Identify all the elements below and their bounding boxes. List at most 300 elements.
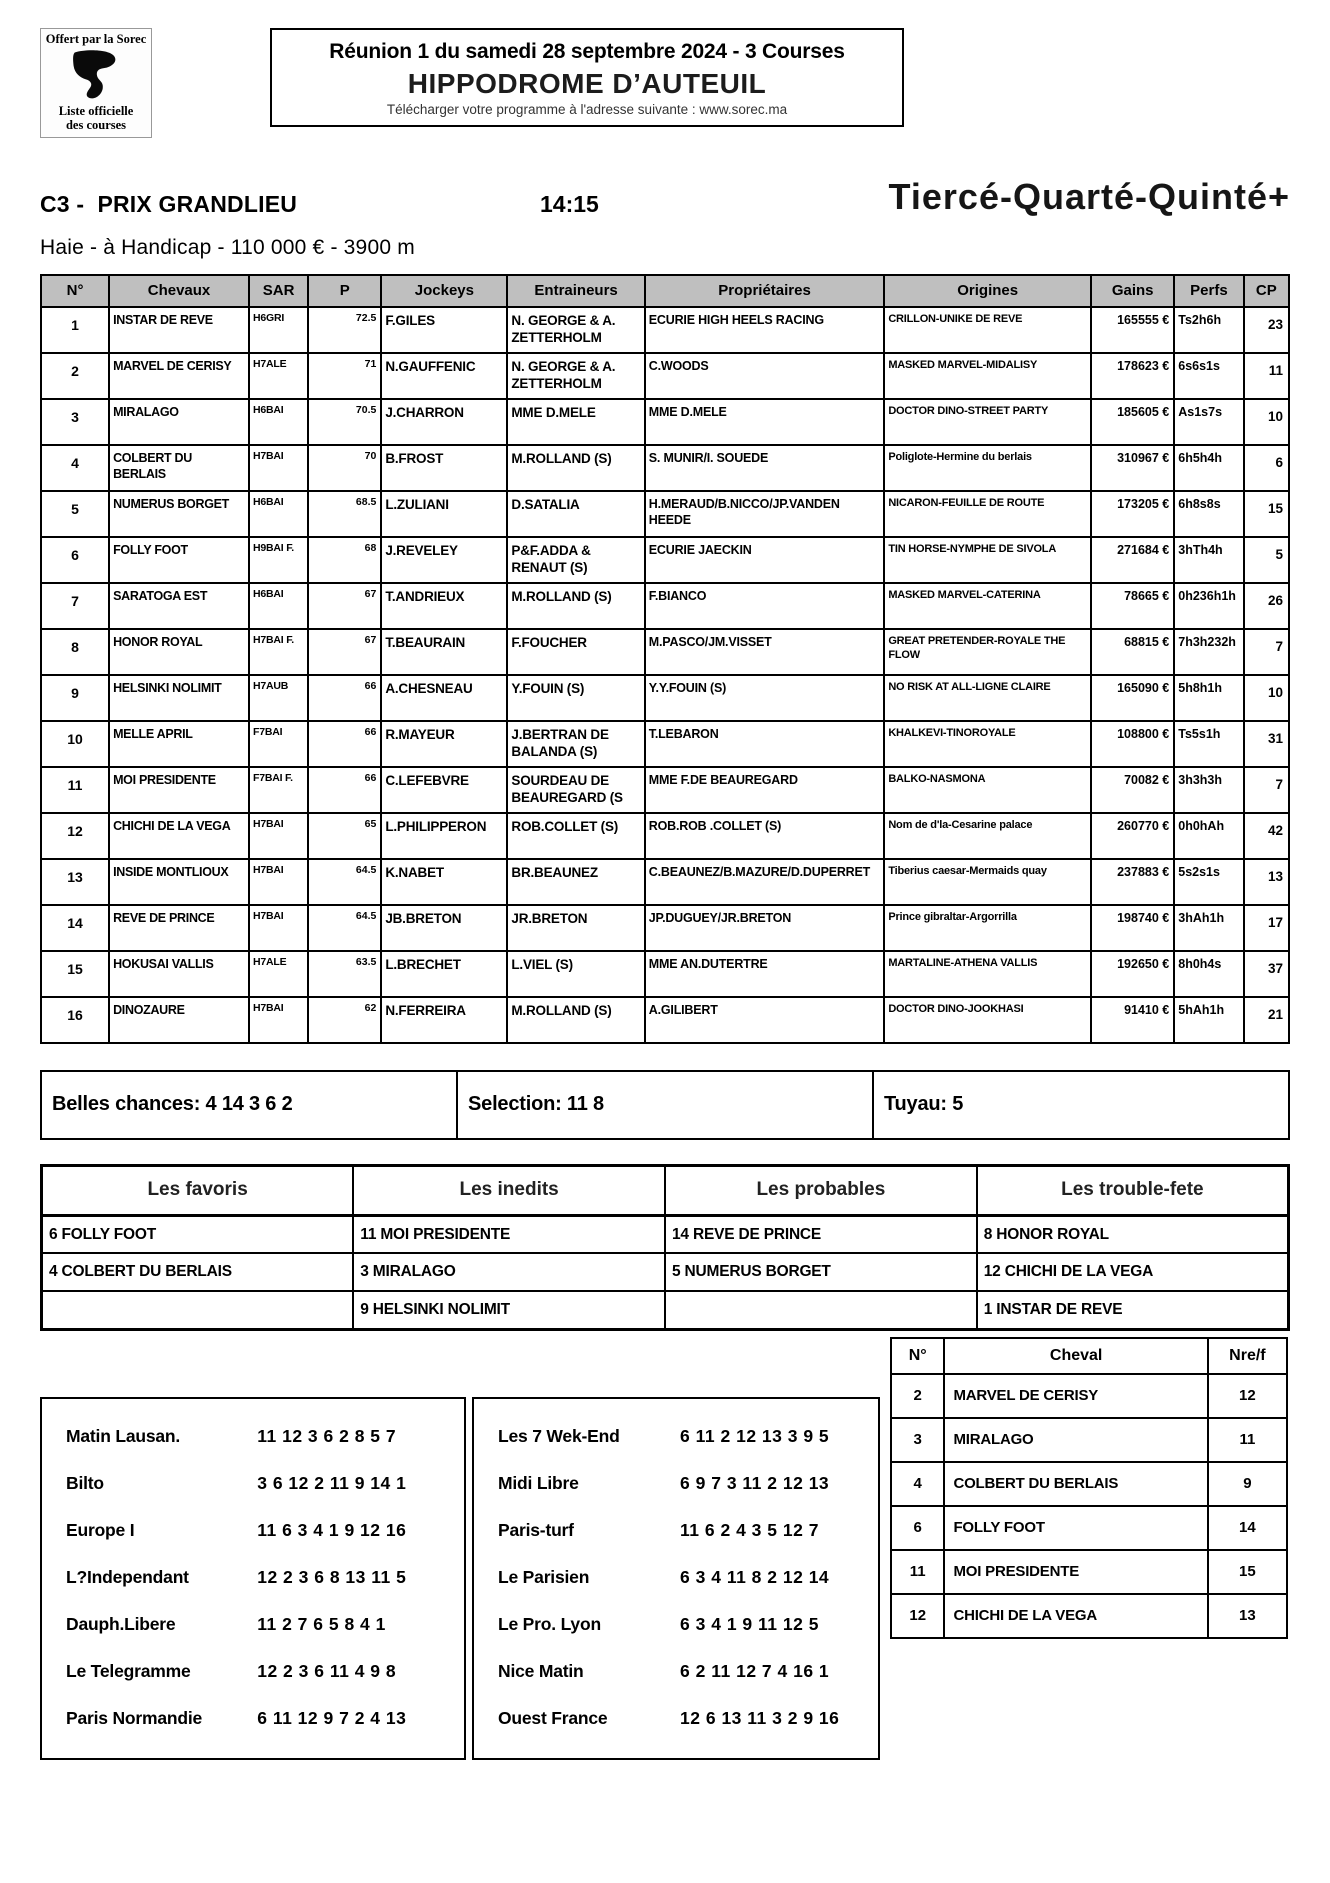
- origins-cell: Tiberius caesar-Mermaids quay: [884, 859, 1091, 905]
- col-header-sar: SAR: [249, 275, 308, 307]
- tuyau: Tuyau: 5: [884, 1093, 964, 1116]
- horse-name-cell: FOLLY FOOT: [109, 537, 249, 583]
- logo-caption-line1: Liste officielle: [58, 104, 134, 118]
- trainer-cell: J.BERTRAN DE BALANDA (S): [507, 721, 644, 767]
- newspaper-name: Les 7 Wek-End: [498, 1425, 620, 1446]
- horse-number-cell: 5: [41, 491, 109, 537]
- tips-header-row: [42, 1165, 1289, 1215]
- owner-cell: JP.DUGUEY/JR.BRETON: [645, 905, 885, 951]
- owner-cell: Y.Y.FOUIN (S): [645, 675, 885, 721]
- cp-cell: 23: [1244, 307, 1289, 353]
- race-conditions: Haie - à Handicap - 110 000 € - 3900 m: [40, 235, 415, 259]
- jockey-cell: N.GAUFFENIC: [381, 353, 507, 399]
- horse-number-cell: 12: [41, 813, 109, 859]
- jockey-cell: JB.BRETON: [381, 905, 507, 951]
- sar-cell: H7BAI: [249, 905, 308, 951]
- newspaper-picks: 6 11 12 9 7 2 4 13: [257, 1707, 407, 1728]
- horse-number-cell: 6: [41, 537, 109, 583]
- horse-number-cell: 9: [41, 675, 109, 721]
- weight-cell: 68.5: [308, 491, 381, 537]
- ref-row: [891, 1418, 1287, 1462]
- cp-cell: 17: [1244, 905, 1289, 951]
- perfs-cell: 3hAh1h: [1174, 905, 1243, 951]
- press-row: [42, 1507, 464, 1554]
- perfs-cell: 8h0h4s: [1174, 951, 1243, 997]
- owner-cell: C.WOODS: [645, 353, 885, 399]
- weight-cell: 67: [308, 629, 381, 675]
- entry-row: [41, 905, 1289, 951]
- trainer-cell: N. GEORGE & A. ZETTERHOLM: [507, 353, 644, 399]
- trainer-cell: N. GEORGE & A. ZETTERHOLM: [507, 307, 644, 353]
- ref-horse-name: MARVEL DE CERISY: [944, 1374, 1207, 1418]
- entries-header-row: [41, 275, 1289, 307]
- weight-cell: 67: [308, 583, 381, 629]
- newspaper-picks: 3 6 12 2 11 9 14 1: [257, 1472, 407, 1493]
- sar-cell: H9BAI F.: [249, 537, 308, 583]
- sorec-logo-box: [40, 28, 152, 138]
- tips-header-inedits: Les inedits: [353, 1165, 665, 1215]
- newspaper-name: Paris-turf: [498, 1519, 574, 1540]
- ref-horse-name: MOI PRESIDENTE: [944, 1550, 1207, 1594]
- weight-cell: 64.5: [308, 905, 381, 951]
- horse-name-cell: REVE DE PRINCE: [109, 905, 249, 951]
- entry-row: [41, 445, 1289, 491]
- entry-row: [41, 997, 1289, 1043]
- newspaper-picks: 6 3 4 11 8 2 12 14: [680, 1566, 830, 1587]
- origins-cell: MASKED MARVEL-MIDALISY: [884, 353, 1091, 399]
- horse-number-cell: 8: [41, 629, 109, 675]
- horse-name-cell: MOI PRESIDENTE: [109, 767, 249, 813]
- origins-cell: DOCTOR DINO-STREET PARTY: [884, 399, 1091, 445]
- entry-row: [41, 583, 1289, 629]
- col-header-gains: Gains: [1091, 275, 1174, 307]
- horse-number-cell: 7: [41, 583, 109, 629]
- press-row: [42, 1413, 464, 1460]
- entry-row: [41, 353, 1289, 399]
- trainer-cell: SOURDEAU DE BEAUREGARD (S: [507, 767, 644, 813]
- sar-cell: H7BAI: [249, 859, 308, 905]
- weight-cell: 63.5: [308, 951, 381, 997]
- press-row: [474, 1460, 878, 1507]
- entry-row: [41, 537, 1289, 583]
- sar-cell: F7BAI F.: [249, 767, 308, 813]
- ref-horse-number: 12: [891, 1594, 944, 1638]
- ref-nref-value: 15: [1208, 1550, 1287, 1594]
- weight-cell: 70.5: [308, 399, 381, 445]
- ref-horse-number: 3: [891, 1418, 944, 1462]
- sar-cell: F7BAI: [249, 721, 308, 767]
- weight-cell: 68: [308, 537, 381, 583]
- sar-cell: H6BAI: [249, 583, 308, 629]
- press-row: [474, 1507, 878, 1554]
- jockey-cell: K.NABET: [381, 859, 507, 905]
- horse-number-cell: 11: [41, 767, 109, 813]
- press-row: [42, 1601, 464, 1648]
- cp-cell: 6: [1244, 445, 1289, 491]
- gains-cell: 70082 €: [1091, 767, 1174, 813]
- horse-name-cell: NUMERUS BORGET: [109, 491, 249, 537]
- horse-number-cell: 16: [41, 997, 109, 1043]
- ref-horse-number: 2: [891, 1374, 944, 1418]
- tips-cell-probables: 5 NUMERUS BORGET: [665, 1253, 977, 1291]
- origins-cell: BALKO-NASMONA: [884, 767, 1091, 813]
- sar-cell: H6BAI: [249, 399, 308, 445]
- chances-bar: [40, 1070, 1290, 1140]
- origins-cell: DOCTOR DINO-JOOKHASI: [884, 997, 1091, 1043]
- horse-name-cell: SARATOGA EST: [109, 583, 249, 629]
- page-header: [40, 28, 1290, 138]
- perfs-cell: 5hAh1h: [1174, 997, 1243, 1043]
- trainer-cell: JR.BRETON: [507, 905, 644, 951]
- horse-number-cell: 1: [41, 307, 109, 353]
- entry-row: [41, 307, 1289, 353]
- cp-cell: 15: [1244, 491, 1289, 537]
- newspaper-picks: 11 2 7 6 5 8 4 1: [257, 1613, 386, 1634]
- press-row: [42, 1460, 464, 1507]
- reference-table-wrap: [890, 1337, 1288, 1639]
- press-row: [42, 1695, 464, 1742]
- ref-row: [891, 1374, 1287, 1418]
- ref-nref-value: 11: [1208, 1418, 1287, 1462]
- trainer-cell: Y.FOUIN (S): [507, 675, 644, 721]
- ref-horse-name: MIRALAGO: [944, 1418, 1207, 1462]
- jockey-cell: R.MAYEUR: [381, 721, 507, 767]
- entry-row: [41, 675, 1289, 721]
- gains-cell: 68815 €: [1091, 629, 1174, 675]
- ref-row: [891, 1594, 1287, 1638]
- owner-cell: ROB.ROB .COLLET (S): [645, 813, 885, 859]
- weight-cell: 66: [308, 675, 381, 721]
- perfs-cell: Ts5s1h: [1174, 721, 1243, 767]
- sorec-horse-logo-icon: [65, 48, 127, 104]
- tips-row: [42, 1215, 1289, 1253]
- origins-cell: NO RISK AT ALL-LIGNE CLAIRE: [884, 675, 1091, 721]
- tips-header-troublefete: Les trouble-fete: [977, 1165, 1289, 1215]
- newspaper-name: Paris Normandie: [66, 1707, 203, 1728]
- ref-horse-number: 6: [891, 1506, 944, 1550]
- jockey-cell: L.BRECHET: [381, 951, 507, 997]
- jockey-cell: J.REVELEY: [381, 537, 507, 583]
- owner-cell: C.BEAUNEZ/B.MAZURE/D.DUPERRET: [645, 859, 885, 905]
- gains-cell: 178623 €: [1091, 353, 1174, 399]
- gains-cell: 91410 €: [1091, 997, 1174, 1043]
- ref-header-nref: Nre/f: [1208, 1338, 1287, 1374]
- weight-cell: 64.5: [308, 859, 381, 905]
- perfs-cell: 7h3h232h: [1174, 629, 1243, 675]
- cp-cell: 13: [1244, 859, 1289, 905]
- ref-header-cheval: Cheval: [944, 1338, 1207, 1374]
- trainer-cell: ROB.COLLET (S): [507, 813, 644, 859]
- owner-cell: M.PASCO/JM.VISSET: [645, 629, 885, 675]
- tips-table: [40, 1164, 1290, 1331]
- sar-cell: H7ALE: [249, 353, 308, 399]
- sar-cell: H7BAI: [249, 445, 308, 491]
- race-header-line: [40, 176, 1290, 218]
- gains-cell: 108800 €: [1091, 721, 1174, 767]
- newspaper-name: Bilto: [66, 1472, 104, 1493]
- jockey-cell: N.FERREIRA: [381, 997, 507, 1043]
- weight-cell: 66: [308, 721, 381, 767]
- ref-nref-value: 14: [1208, 1506, 1287, 1550]
- tips-cell-inedits: 3 MIRALAGO: [353, 1253, 665, 1291]
- ref-nref-value: 13: [1208, 1594, 1287, 1638]
- jockey-cell: F.GILES: [381, 307, 507, 353]
- gains-cell: 78665 €: [1091, 583, 1174, 629]
- download-note: Télécharger votre programme à l'adresse suivante : www.sorec.ma: [386, 102, 788, 117]
- tips-cell-favoris: 6 FOLLY FOOT: [42, 1215, 354, 1253]
- cp-cell: 7: [1244, 629, 1289, 675]
- ref-horse-name: COLBERT DU BERLAIS: [944, 1462, 1207, 1506]
- entry-row: [41, 859, 1289, 905]
- newspaper-picks: 12 2 3 6 8 13 11 5: [257, 1566, 407, 1587]
- origins-cell: Prince gibraltar-Argorrilla: [884, 905, 1091, 951]
- press-row: [42, 1648, 464, 1695]
- ref-header-num: N°: [891, 1338, 944, 1374]
- col-header-num: N°: [41, 275, 109, 307]
- jockey-cell: J.CHARRON: [381, 399, 507, 445]
- tips-cell-troublefete: 8 HONOR ROYAL: [977, 1215, 1289, 1253]
- trainer-cell: M.ROLLAND (S): [507, 997, 644, 1043]
- newspaper-name: Midi Libre: [498, 1472, 579, 1493]
- col-header-proprietaire: Propriétaires: [645, 275, 885, 307]
- entries-table: [40, 274, 1290, 1044]
- col-header-perfs: Perfs: [1174, 275, 1243, 307]
- newspaper-name: Le Pro. Lyon: [498, 1613, 601, 1634]
- horse-name-cell: INSIDE MONTLIOUX: [109, 859, 249, 905]
- col-header-entraineur: Entraineurs: [507, 275, 644, 307]
- gains-cell: 198740 €: [1091, 905, 1174, 951]
- hippodrome-name: HIPPODROME D’AUTEUIL: [407, 68, 767, 99]
- col-header-p: P: [308, 275, 381, 307]
- jockey-cell: B.FROST: [381, 445, 507, 491]
- gains-cell: 260770 €: [1091, 813, 1174, 859]
- perfs-cell: Ts2h6h: [1174, 307, 1243, 353]
- tips-cell-probables: [665, 1291, 977, 1329]
- perfs-cell: 6h8s8s: [1174, 491, 1243, 537]
- sar-cell: H7ALE: [249, 951, 308, 997]
- sar-cell: H7BAI: [249, 813, 308, 859]
- horse-number-cell: 14: [41, 905, 109, 951]
- trainer-cell: L.VIEL (S): [507, 951, 644, 997]
- perfs-cell: 5h8h1h: [1174, 675, 1243, 721]
- owner-cell: MME AN.DUTERTRE: [645, 951, 885, 997]
- owner-cell: MME D.MELE: [645, 399, 885, 445]
- sar-cell: H7AUB: [249, 675, 308, 721]
- owner-cell: A.GILIBERT: [645, 997, 885, 1043]
- bottom-section: [40, 1337, 1290, 1760]
- ref-row: [891, 1550, 1287, 1594]
- entry-row: [41, 951, 1289, 997]
- selection: Selection: 11 8: [458, 1072, 874, 1138]
- ref-header-row: [891, 1338, 1287, 1374]
- cp-cell: 42: [1244, 813, 1289, 859]
- horse-name-cell: HELSINKI NOLIMIT: [109, 675, 249, 721]
- jockey-cell: C.LEFEBVRE: [381, 767, 507, 813]
- origins-cell: MASKED MARVEL-CATERINA: [884, 583, 1091, 629]
- press-row: [474, 1648, 878, 1695]
- gains-cell: 310967 €: [1091, 445, 1174, 491]
- cp-cell: 11: [1244, 353, 1289, 399]
- perfs-cell: 6s6s1s: [1174, 353, 1243, 399]
- trainer-cell: M.ROLLAND (S): [507, 583, 644, 629]
- newspaper-name: Le Telegramme: [66, 1660, 191, 1681]
- col-header-jockey: Jockeys: [381, 275, 507, 307]
- press-row: [474, 1601, 878, 1648]
- horse-number-cell: 2: [41, 353, 109, 399]
- jockey-cell: L.PHILIPPERON: [381, 813, 507, 859]
- weight-cell: 62: [308, 997, 381, 1043]
- newspaper-picks: 12 6 13 11 3 2 9 16: [680, 1707, 840, 1728]
- tips-cell-troublefete: 1 INSTAR DE REVE: [977, 1291, 1289, 1329]
- newspaper-name: Dauph.Libere: [66, 1613, 176, 1634]
- reference-table: [890, 1337, 1288, 1639]
- trainer-cell: D.SATALIA: [507, 491, 644, 537]
- newspaper-name: L?Independant: [66, 1566, 189, 1587]
- cp-cell: 21: [1244, 997, 1289, 1043]
- owner-cell: S. MUNIR/I. SOUEDE: [645, 445, 885, 491]
- press-picks-box-right: [472, 1397, 880, 1760]
- perfs-cell: 5s2s1s: [1174, 859, 1243, 905]
- cp-cell: 7: [1244, 767, 1289, 813]
- gains-cell: 271684 €: [1091, 537, 1174, 583]
- press-row: [474, 1695, 878, 1742]
- origins-cell: GREAT PRETENDER-ROYALE THE FLOW: [884, 629, 1091, 675]
- logo-caption-top: Offert par la Sorec: [45, 32, 147, 46]
- perfs-cell: 6h5h4h: [1174, 445, 1243, 491]
- cp-cell: 10: [1244, 675, 1289, 721]
- ref-horse-name: FOLLY FOOT: [944, 1506, 1207, 1550]
- origins-cell: Nom de d'la-Cesarine palace: [884, 813, 1091, 859]
- ref-horse-number: 11: [891, 1550, 944, 1594]
- newspaper-picks: 11 6 3 4 1 9 12 16: [257, 1519, 407, 1540]
- logo-caption-line2: des courses: [65, 118, 127, 133]
- press-picks-box-left: [40, 1397, 466, 1760]
- entry-row: [41, 399, 1289, 445]
- horse-name-cell: COLBERT DU BERLAIS: [109, 445, 249, 491]
- ref-horse-number: 4: [891, 1462, 944, 1506]
- horse-name-cell: INSTAR DE REVE: [109, 307, 249, 353]
- gains-cell: 237883 €: [1091, 859, 1174, 905]
- entry-row: [41, 491, 1289, 537]
- press-row: [474, 1413, 878, 1460]
- horse-number-cell: 13: [41, 859, 109, 905]
- newspaper-name: Nice Matin: [498, 1660, 584, 1681]
- race-code: C3 -: [40, 190, 85, 217]
- gains-cell: 192650 €: [1091, 951, 1174, 997]
- tips-header-favoris: Les favoris: [42, 1165, 354, 1215]
- horse-name-cell: MIRALAGO: [109, 399, 249, 445]
- origins-cell: KHALKEVI-TINOROYALE: [884, 721, 1091, 767]
- horse-name-cell: DINOZAURE: [109, 997, 249, 1043]
- horse-number-cell: 15: [41, 951, 109, 997]
- meeting-title: Réunion 1 du samedi 28 septembre 2024 - 3 Courses: [329, 40, 845, 63]
- horse-name-cell: CHICHI DE LA VEGA: [109, 813, 249, 859]
- origins-cell: CRILLON-UNIKE DE REVE: [884, 307, 1091, 353]
- sar-cell: H6GRI: [249, 307, 308, 353]
- horse-name-cell: MELLE APRIL: [109, 721, 249, 767]
- entry-row: [41, 813, 1289, 859]
- newspaper-name: Le Parisien: [498, 1566, 590, 1587]
- owner-cell: MME F.DE BEAUREGARD: [645, 767, 885, 813]
- entry-row: [41, 721, 1289, 767]
- tips-cell-troublefete: 12 CHICHI DE LA VEGA: [977, 1253, 1289, 1291]
- newspaper-picks: 11 12 3 6 2 8 5 7: [257, 1425, 397, 1446]
- horse-number-cell: 3: [41, 399, 109, 445]
- cp-cell: 5: [1244, 537, 1289, 583]
- ref-row: [891, 1506, 1287, 1550]
- owner-cell: ECURIE HIGH HEELS RACING: [645, 307, 885, 353]
- newspaper-picks: 6 3 4 1 9 11 12 5: [680, 1613, 819, 1634]
- press-row: [42, 1554, 464, 1601]
- trainer-cell: MME D.MELE: [507, 399, 644, 445]
- entry-row: [41, 629, 1289, 675]
- trainer-cell: M.ROLLAND (S): [507, 445, 644, 491]
- cp-cell: 26: [1244, 583, 1289, 629]
- owner-cell: T.LEBARON: [645, 721, 885, 767]
- ref-nref-value: 9: [1208, 1462, 1287, 1506]
- col-header-cheval: Chevaux: [109, 275, 249, 307]
- newspaper-name: Europe I: [66, 1519, 135, 1540]
- newspaper-picks: 6 9 7 3 11 2 12 13: [680, 1472, 830, 1493]
- trainer-cell: F.FOUCHER: [507, 629, 644, 675]
- weight-cell: 72.5: [308, 307, 381, 353]
- newspaper-picks: 11 6 2 4 3 5 12 7: [680, 1519, 819, 1540]
- tips-cell-favoris: 4 COLBERT DU BERLAIS: [42, 1253, 354, 1291]
- tips-cell-probables: 14 REVE DE PRINCE: [665, 1215, 977, 1253]
- tips-row: [42, 1291, 1289, 1329]
- entry-row: [41, 767, 1289, 813]
- ref-horse-name: CHICHI DE LA VEGA: [944, 1594, 1207, 1638]
- perfs-cell: 3hTh4h: [1174, 537, 1243, 583]
- gains-cell: 173205 €: [1091, 491, 1174, 537]
- horse-name-cell: HONOR ROYAL: [109, 629, 249, 675]
- perfs-cell: 3h3h3h: [1174, 767, 1243, 813]
- gains-cell: 165090 €: [1091, 675, 1174, 721]
- newspaper-picks: 6 2 11 12 7 4 16 1: [680, 1660, 830, 1681]
- jockey-cell: T.ANDRIEUX: [381, 583, 507, 629]
- newspaper-picks: 12 2 3 6 11 4 9 8: [257, 1660, 397, 1681]
- horse-number-cell: 4: [41, 445, 109, 491]
- tips-row: [42, 1253, 1289, 1291]
- cp-cell: 31: [1244, 721, 1289, 767]
- weight-cell: 70: [308, 445, 381, 491]
- horse-name-cell: HOKUSAI VALLIS: [109, 951, 249, 997]
- gains-cell: 165555 €: [1091, 307, 1174, 353]
- col-header-origines: Origines: [884, 275, 1091, 307]
- tips-cell-inedits: 9 HELSINKI NOLIMIT: [353, 1291, 665, 1329]
- tips-cell-inedits: 11 MOI PRESIDENTE: [353, 1215, 665, 1253]
- newspaper-name: Matin Lausan.: [66, 1425, 181, 1446]
- perfs-cell: 0h0hAh: [1174, 813, 1243, 859]
- jockey-cell: L.ZULIANI: [381, 491, 507, 537]
- weight-cell: 66: [308, 767, 381, 813]
- origins-cell: NICARON-FEUILLE DE ROUTE: [884, 491, 1091, 537]
- cp-cell: 37: [1244, 951, 1289, 997]
- ref-nref-value: 12: [1208, 1374, 1287, 1418]
- cp-cell: 10: [1244, 399, 1289, 445]
- owner-cell: ECURIE JAECKIN: [645, 537, 885, 583]
- belles-chances: Belles chances: 4 14 3 6 2: [42, 1072, 458, 1138]
- race-title: [40, 191, 540, 218]
- origins-cell: Poliglote-Hermine du berlais: [884, 445, 1091, 491]
- trainer-cell: BR.BEAUNEZ: [507, 859, 644, 905]
- tips-cell-favoris: [42, 1291, 354, 1329]
- race-name: PRIX GRANDLIEU: [97, 190, 298, 217]
- trainer-cell: P&F.ADDA & RENAUT (S): [507, 537, 644, 583]
- gains-cell: 185605 €: [1091, 399, 1174, 445]
- jockey-cell: A.CHESNEAU: [381, 675, 507, 721]
- tips-header-probables: Les probables: [665, 1165, 977, 1215]
